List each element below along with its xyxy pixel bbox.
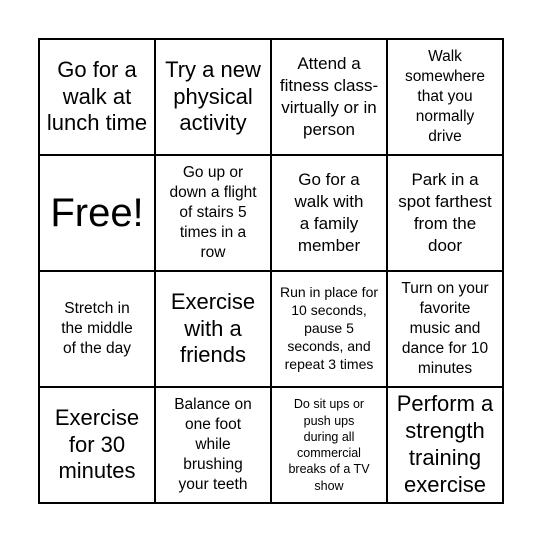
cell-text: Do sit ups or push ups during all commercial breaks of a TV show <box>288 397 370 493</box>
free-space-text: Free! <box>50 191 144 235</box>
bingo-cell[interactable] <box>40 40 156 156</box>
bingo-cell[interactable] <box>388 40 504 156</box>
cell-text: Run in place for 10 seconds, pause 5 seconds, and repeat 3 times <box>279 284 379 372</box>
cell-text: Go for a walk at lunch time <box>46 56 148 136</box>
bingo-cell[interactable] <box>156 388 272 504</box>
bingo-cell[interactable] <box>388 272 504 388</box>
bingo-cell[interactable] <box>272 40 388 156</box>
bingo-cell[interactable] <box>156 272 272 388</box>
cell-text: Go up or down a flight of stairs 5 times in a row <box>169 163 257 262</box>
bingo-cell[interactable] <box>40 388 156 504</box>
bingo-cell[interactable] <box>156 40 272 156</box>
bingo-cell[interactable] <box>272 388 388 504</box>
cell-text: Turn on your favorite music and dance for 10 minutes <box>401 279 489 378</box>
cell-text: Exercise for 30 minutes <box>54 404 140 484</box>
bingo-cell[interactable] <box>40 272 156 388</box>
bingo-cell[interactable] <box>156 156 272 272</box>
bingo-cell[interactable] <box>272 156 388 272</box>
cell-text: Exercise with a friends <box>170 288 256 368</box>
cell-text: Go for a walk with a family member <box>294 169 364 256</box>
bingo-cell[interactable] <box>388 388 504 504</box>
bingo-free-space[interactable] <box>40 156 156 272</box>
cell-text: Perform a strength training exercise <box>396 391 494 497</box>
bingo-cell[interactable] <box>272 272 388 388</box>
cell-text: Attend a fitness class- virtually or in person <box>279 53 379 140</box>
cell-text: Park in a spot farthest from the door <box>398 169 492 256</box>
cell-text: Balance on one foot while brushing your teeth <box>174 395 252 494</box>
bingo-cell[interactable] <box>388 156 504 272</box>
cell-text: Walk somewhere that you normally drive <box>404 47 486 146</box>
cell-text: Try a new physical activity <box>165 56 261 136</box>
bingo-board <box>38 38 504 504</box>
cell-text: Stretch in the middle of the day <box>61 299 133 358</box>
